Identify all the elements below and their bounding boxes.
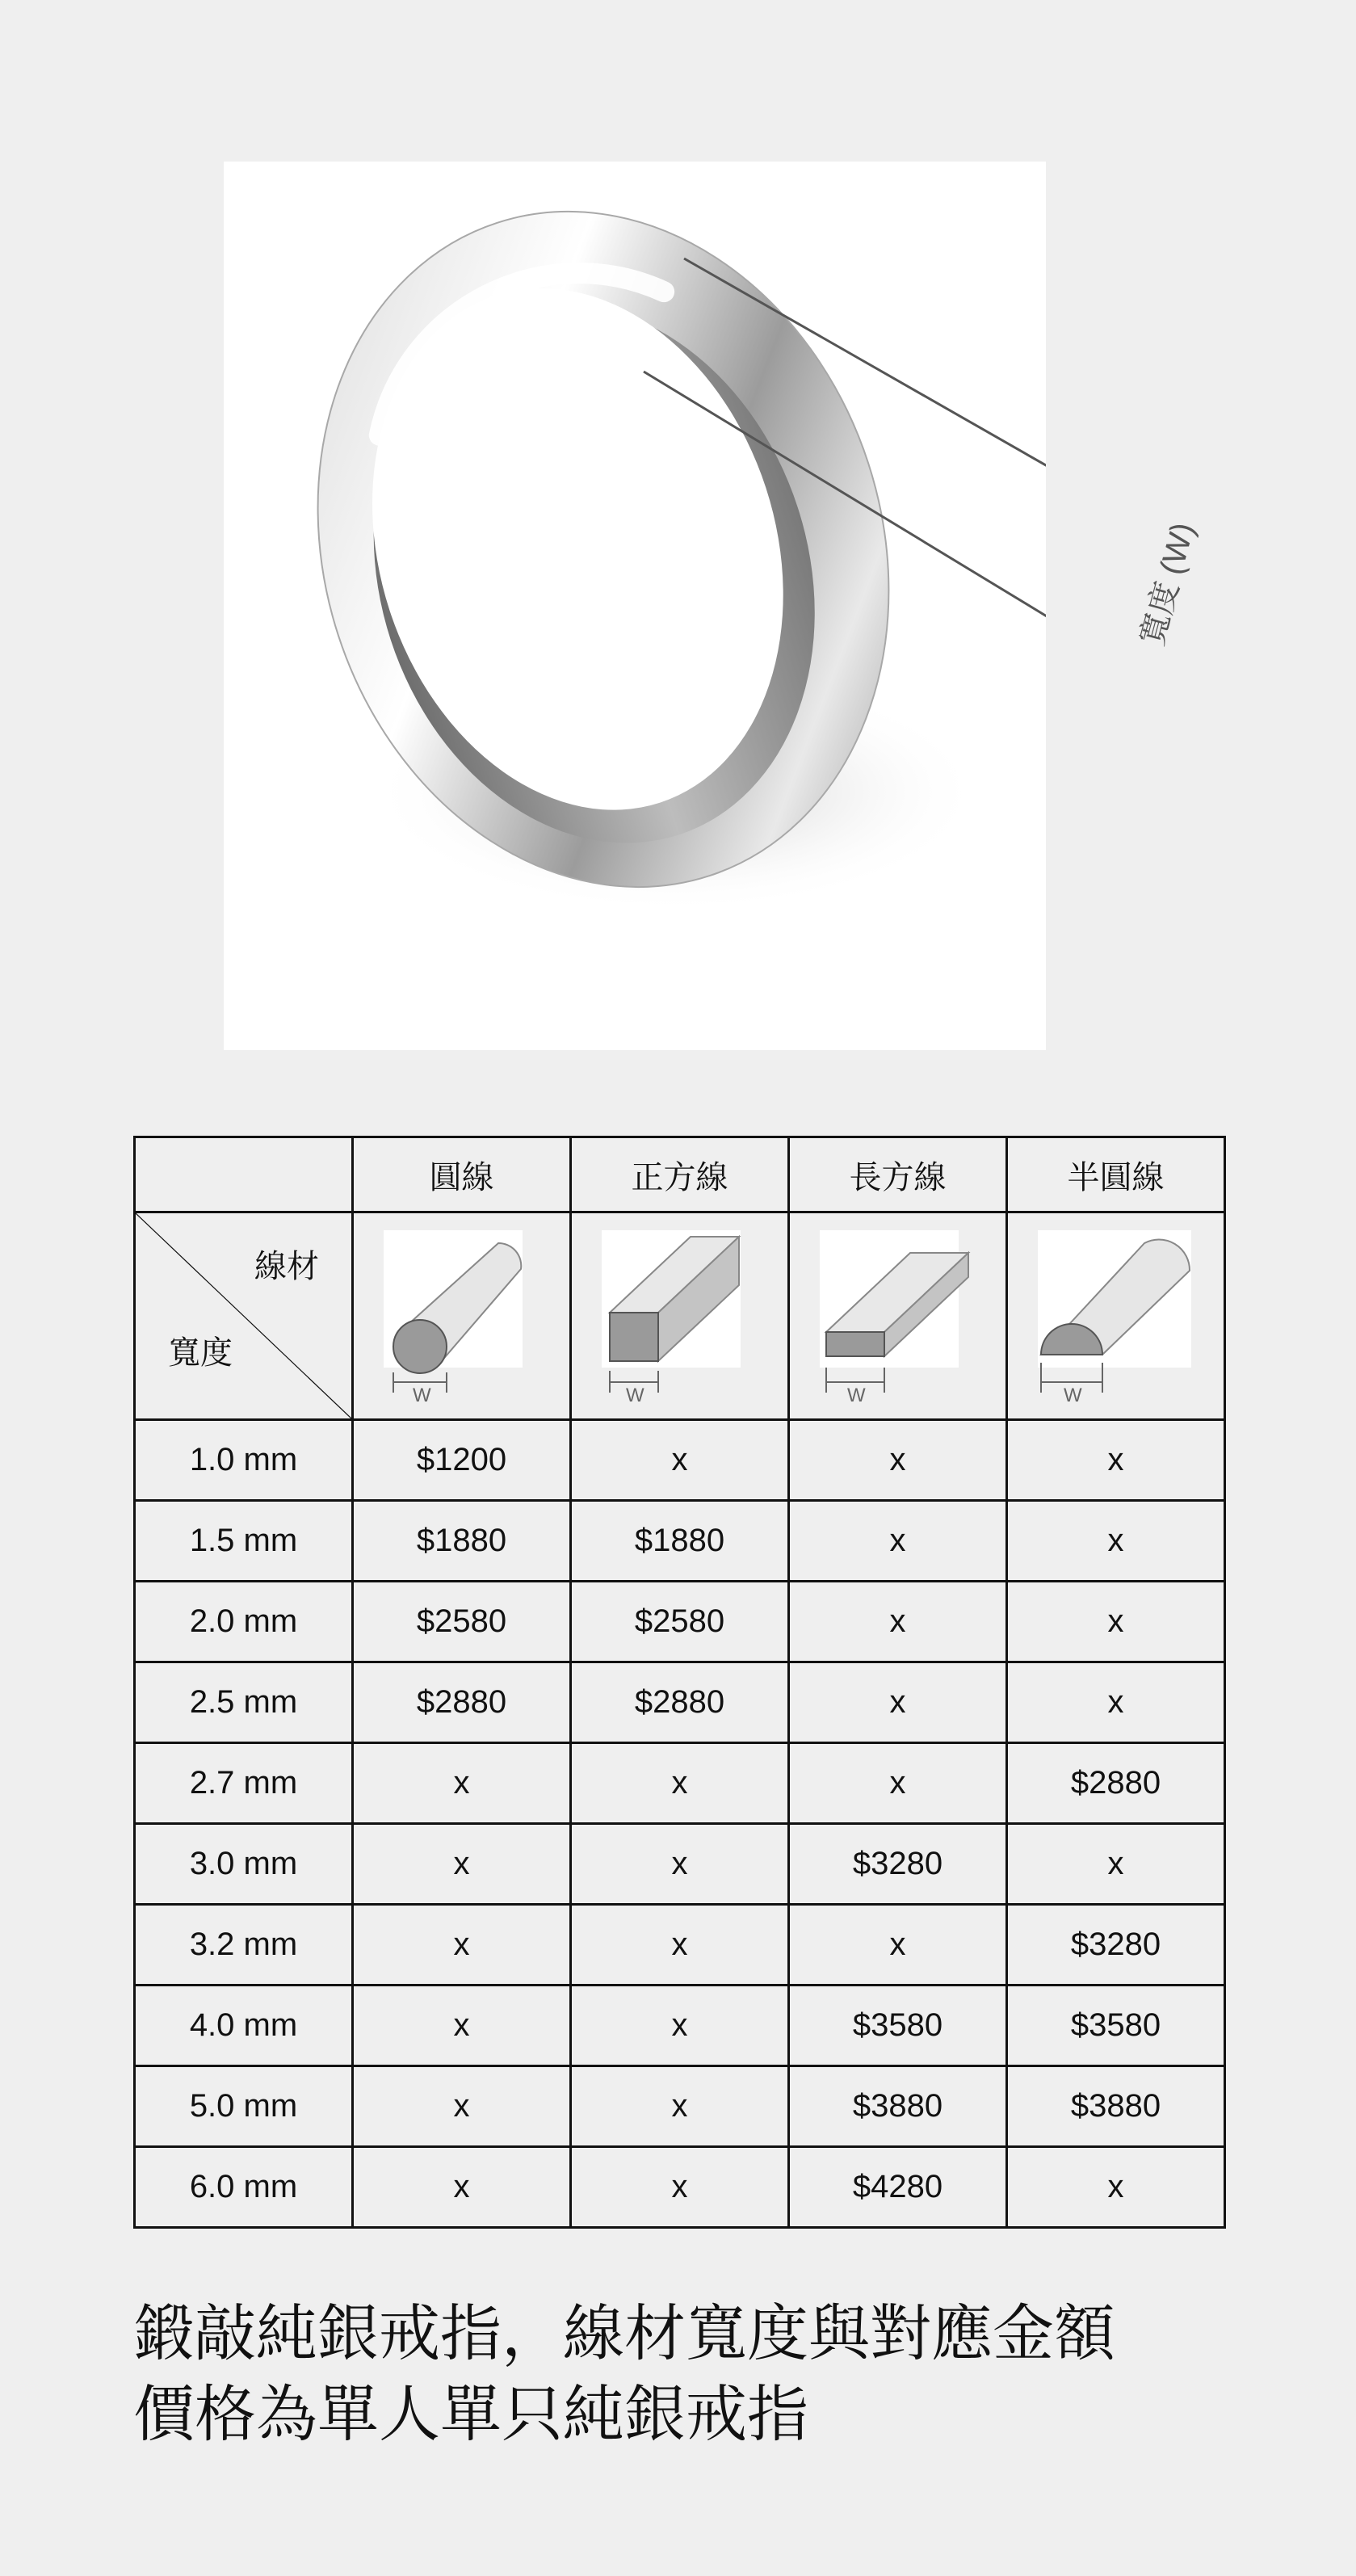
price-cell: $2880	[571, 1662, 789, 1743]
icon-mark: W	[625, 1385, 644, 1405]
price-cell: x	[789, 1662, 1007, 1743]
price-cell: x	[1007, 1662, 1225, 1743]
price-table	[133, 1136, 1226, 2229]
price-cell: $3880	[789, 2066, 1007, 2147]
icon-cell	[1007, 1212, 1225, 1420]
price-cell: x	[571, 2147, 789, 2228]
price-cell: x	[353, 1905, 571, 1986]
table-row	[135, 1824, 1225, 1905]
price-cell: x	[571, 1824, 789, 1905]
price-cell: $1880	[353, 1501, 571, 1582]
caption-line-1: 鍛敲純銀戒指，線材寬度與對應金額	[133, 2300, 1115, 2368]
price-cell: x	[789, 1743, 1007, 1824]
row-width-cell: 3.0 mm	[135, 1824, 353, 1905]
col-header: 長方線	[789, 1137, 1007, 1212]
row-width-cell: 4.0 mm	[135, 1986, 353, 2066]
price-cell: $1880	[571, 1501, 789, 1582]
caption-line-2: 價格為單人單只純銀戒指	[133, 2381, 808, 2449]
round-wire-icon	[377, 1219, 547, 1405]
price-cell: x	[353, 2147, 571, 2228]
row-width-cell: 2.5 mm	[135, 1662, 353, 1743]
price-cell: $1200	[353, 1420, 571, 1501]
price-cell: $3280	[789, 1824, 1007, 1905]
corner-label-material: 線材	[254, 1249, 319, 1284]
table-row	[135, 1743, 1225, 1824]
price-cell: x	[571, 1905, 789, 1986]
table-row	[135, 1420, 1225, 1501]
icon-mark: W	[846, 1385, 866, 1405]
price-cell: $3580	[789, 1986, 1007, 2066]
price-cell: x	[1007, 2147, 1225, 2228]
price-cell: x	[789, 1501, 1007, 1582]
price-cell: x	[571, 1986, 789, 2066]
col-header: 半圓線	[1007, 1137, 1225, 1212]
ring-illustration	[224, 162, 1046, 1050]
row-width-cell: 3.2 mm	[135, 1905, 353, 1986]
rectangular-wire-icon	[813, 1219, 983, 1405]
row-width-cell: 6.0 mm	[135, 2147, 353, 2228]
row-width-cell: 1.0 mm	[135, 1420, 353, 1501]
price-cell: x	[353, 1986, 571, 2066]
price-cell: x	[353, 2066, 571, 2147]
price-cell: x	[571, 1420, 789, 1501]
header-row	[135, 1137, 1225, 1212]
price-cell: x	[789, 1582, 1007, 1662]
price-cell: x	[1007, 1501, 1225, 1582]
table-row	[135, 1501, 1225, 1582]
table-row	[135, 1905, 1225, 1986]
price-cell: x	[789, 1420, 1007, 1501]
icon-row	[135, 1212, 1225, 1420]
price-cell: x	[1007, 1420, 1225, 1501]
row-width-cell: 1.5 mm	[135, 1501, 353, 1582]
header-blank	[135, 1137, 353, 1212]
row-width-cell: 2.7 mm	[135, 1743, 353, 1824]
table-row	[135, 1986, 1225, 2066]
corner-cell	[135, 1212, 353, 1420]
square-wire-icon	[595, 1219, 765, 1405]
row-width-cell: 5.0 mm	[135, 2066, 353, 2147]
ring-photo	[224, 162, 1046, 1050]
half-round-wire-icon	[1031, 1219, 1201, 1405]
price-cell: $2580	[571, 1582, 789, 1662]
caption	[133, 2294, 1115, 2456]
price-cell: x	[1007, 1824, 1225, 1905]
table-row	[135, 1582, 1225, 1662]
price-cell: x	[353, 1824, 571, 1905]
price-cell: x	[789, 1905, 1007, 1986]
price-cell: x	[353, 1743, 571, 1824]
price-cell: $2880	[353, 1662, 571, 1743]
col-header: 圓線	[353, 1137, 571, 1212]
price-cell: $2580	[353, 1582, 571, 1662]
price-cell: $3580	[1007, 1986, 1225, 2066]
table-row	[135, 2066, 1225, 2147]
col-header: 正方線	[571, 1137, 789, 1212]
table-row	[135, 2147, 1225, 2228]
icon-cell	[789, 1212, 1007, 1420]
width-label: 寬度 (W)	[1134, 519, 1202, 649]
price-cell: x	[571, 2066, 789, 2147]
price-cell: x	[571, 1743, 789, 1824]
icon-cell	[571, 1212, 789, 1420]
price-cell: $3880	[1007, 2066, 1225, 2147]
table-row	[135, 1662, 1225, 1743]
price-cell: $3280	[1007, 1905, 1225, 1986]
icon-mark: W	[1063, 1385, 1082, 1405]
price-cell: $2880	[1007, 1743, 1225, 1824]
icon-cell	[353, 1212, 571, 1420]
corner-label-width: 寬度	[168, 1335, 233, 1371]
price-cell: $4280	[789, 2147, 1007, 2228]
icon-mark: W	[412, 1385, 431, 1405]
row-width-cell: 2.0 mm	[135, 1582, 353, 1662]
price-cell: x	[1007, 1582, 1225, 1662]
